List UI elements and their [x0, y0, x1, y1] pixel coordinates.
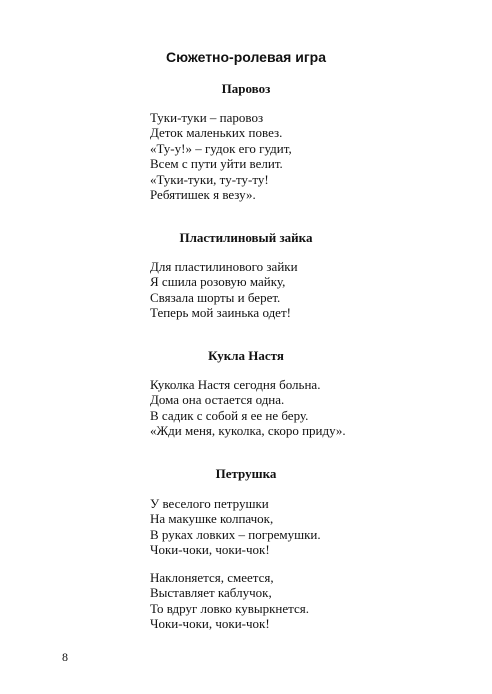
poem-line: Деток маленьких повез. — [150, 125, 283, 141]
poem-title-petrushka: Петрушка — [215, 466, 277, 481]
poem-line: «Ту-у!» – гудок его гудит, — [150, 140, 292, 156]
poem-line: На макушке колпачок, — [150, 511, 274, 527]
poem-line: В садик с собой я ее не беру. — [150, 407, 309, 423]
poem-line: Дома она остается одна. — [150, 392, 285, 408]
poem-line: «Жди меня, куколка, скоро приду». — [150, 423, 346, 439]
poem-stanza — [150, 496, 321, 558]
poem-stanza — [150, 377, 346, 439]
poem-line: Туки-туки – паровоз — [150, 110, 264, 125]
poem-line: То вдруг ловко кувыркнется. — [150, 600, 309, 616]
poem-line: Для пластилинового зайки — [150, 259, 298, 274]
poem-line: Теперь мой заинька одет! — [150, 305, 291, 321]
poem-stanza — [150, 570, 309, 632]
poem-title-parovoz: Паровоз — [221, 81, 271, 96]
poem-line: Куколка Настя сегодня больна. — [150, 377, 321, 392]
poem-line: «Туки-туки, ту-ту-ту! — [150, 171, 269, 187]
page-number: 8 — [62, 650, 68, 664]
poem-line: В руках ловких – погремушки. — [150, 526, 321, 542]
poem-line: Чоки-чоки, чоки-чок! — [150, 542, 270, 558]
poem-line: Ребятишек я везу». — [150, 187, 256, 203]
poem-line: Выставляет каблучок, — [150, 585, 272, 601]
poem-line: Всем с пути уйти велит. — [150, 156, 283, 172]
poem-stanza — [150, 259, 298, 321]
poem-title-kukla-nastya: Кукла Настя — [208, 348, 284, 363]
poem-line: Чоки-чоки, чоки-чок! — [150, 616, 270, 632]
poem-line: У веселого петрушки — [150, 496, 269, 511]
page-title: Сюжетно-ролевая игра — [165, 49, 327, 65]
poem-title-plastilin-zaika: Пластилиновый зайка — [179, 230, 313, 245]
poem-stanza — [150, 110, 292, 202]
poem-line: Связала шорты и берет. — [150, 289, 281, 305]
poem-line: Наклоняется, смеется, — [150, 570, 274, 585]
poem-line: Я сшила розовую майку, — [150, 274, 286, 290]
